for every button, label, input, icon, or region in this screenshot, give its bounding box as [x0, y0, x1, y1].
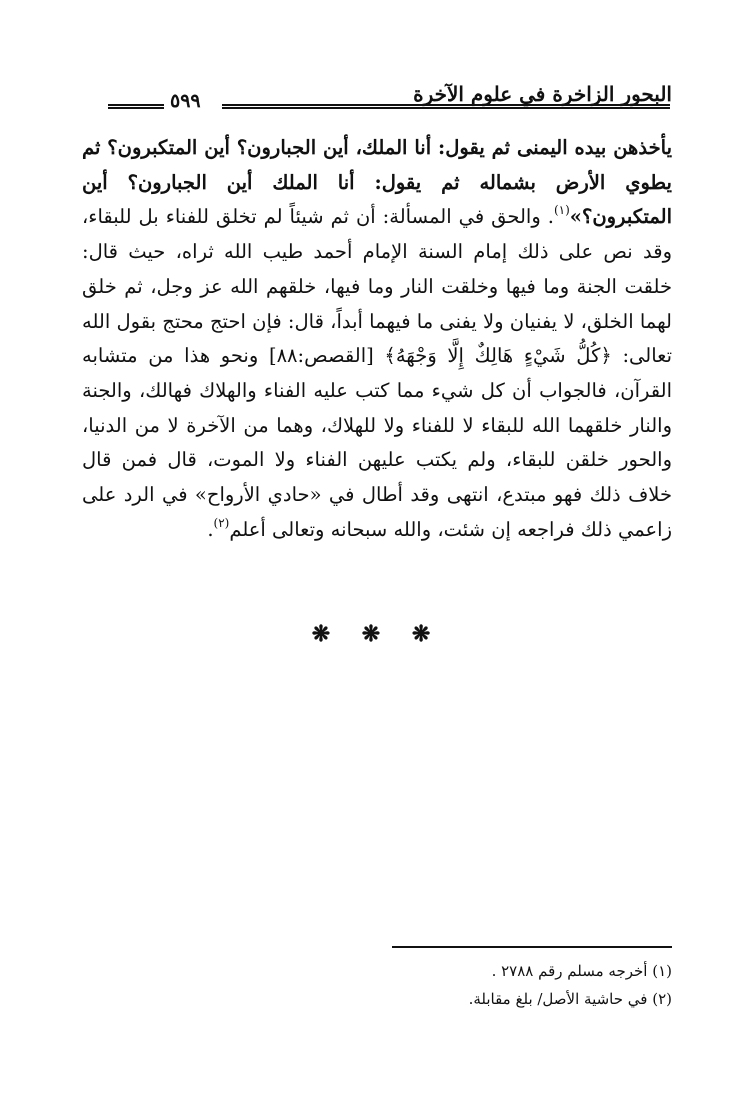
text-end: . — [207, 517, 214, 541]
page-number: ٥٩٩ — [170, 90, 201, 112]
footnote-2: (٢) في حاشية الأصل/ بلغ مقابلة. — [468, 990, 672, 1008]
section-separator: ❋ ❋ ❋ — [311, 621, 443, 647]
footnote-1: (١) أخرجه مسلم رقم ٢٧٨٨ . — [491, 962, 672, 980]
main-text — [82, 131, 672, 547]
text-paragraph-1: . والحق في المسألة: أن ثم شيئاً لم تخلق للفناء بل للبقاء، وقد نص على ذلك إمام السنة الإمام أحمد طيب الله ثراه، حيث قال: خلقت الجنة وما فيها وخلقت النار وما فيها، خلقهم الله عز وجل، ثم خلق لهما الخلق، لا يفنيان ولا يفنى ما فيهما أبداً، قال: فإن احتج محتج بقول الله تعالى: — [82, 205, 672, 368]
footnote-rule — [392, 946, 672, 948]
hadith-quote: يأخذهن بيده اليمنى ثم يقول: أنا الملك، أين الجبارون؟ أين المتكبرون؟ ثم يطوي الأرض بشماله ثم يقول: أنا الملك أين الجبارون؟ أين المتكبرون؟» — [82, 136, 672, 229]
header-rule-right — [222, 104, 670, 109]
running-title: البحور الزاخرة في علوم الآخرة — [413, 82, 672, 106]
footnote-ref-2: (٢) — [213, 515, 230, 530]
footnote-ref-1: (١) — [553, 203, 570, 218]
header-rule-left — [108, 104, 164, 109]
quran-verse: ﴿كُلُّ شَيْءٍ هَالِكٌ إِلَّا وَجْهَهُ﴾ — [384, 344, 612, 368]
text-paragraph-2: [القصص:٨٨] ونحو هذا من متشابه القرآن، فالجواب أن كل شيء مما كتب عليه الفناء والهلاك فهالك، والجنة والنار خلقهما الله للبقاء لا للفناء ولا للهلاك، وهما من الآخرة لا من الدنيا، والحور خلقن للبقاء، ولم يكتب عليهن الفناء ولا الموت، قال فمن قال خلاف ذلك فهو مبتدع، انتهى وقد أطال في «حادي الأرواح» في الرد على زاعمي ذلك فراجعه إن شئت، والله سبحانه وتعالى أعلم — [82, 344, 672, 541]
footnotes — [82, 957, 672, 1013]
